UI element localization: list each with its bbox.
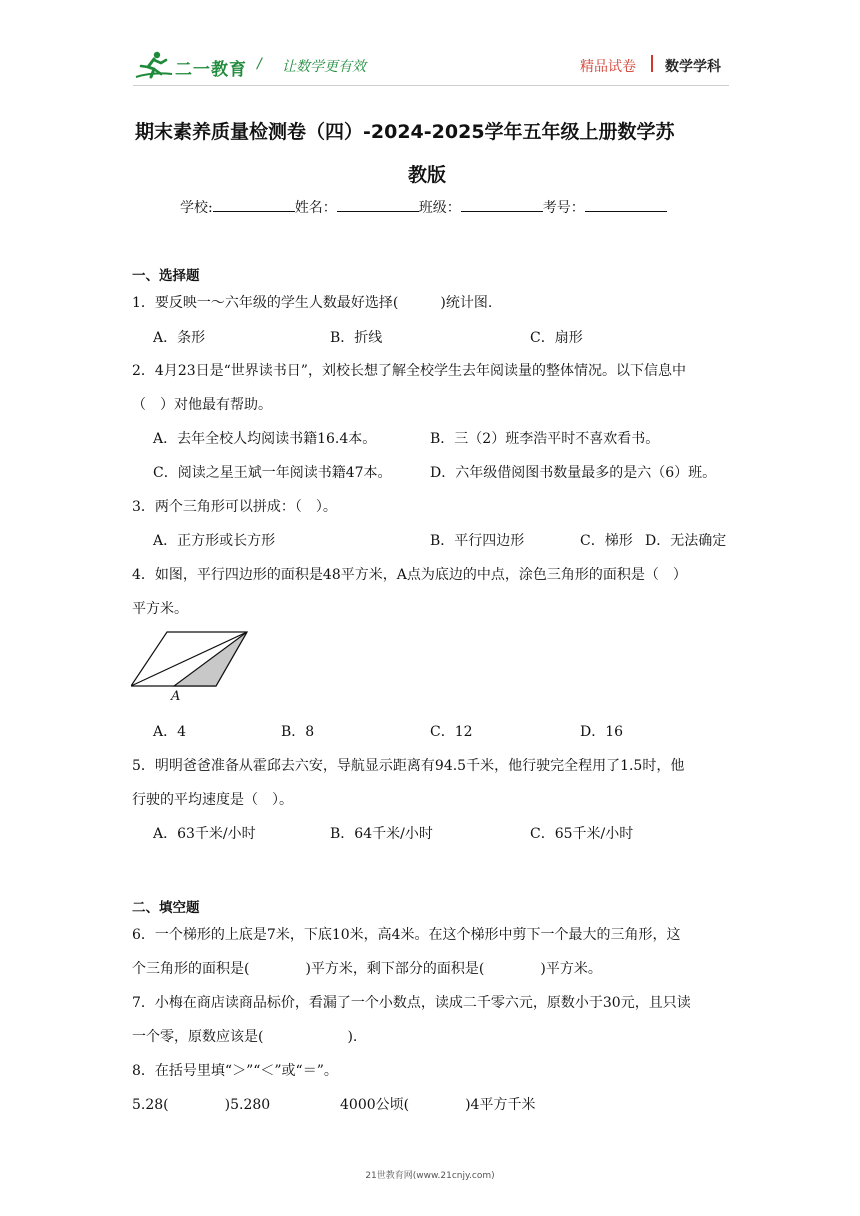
badge-premium: 精品试卷 bbox=[580, 59, 636, 75]
q3-option-a: A．正方形或长方形 bbox=[153, 533, 276, 549]
school-label: 学校: bbox=[180, 200, 213, 216]
question-4-line1: 4．如图，平行四边形的面积是48平方米，A点为底边的中点，涂色三角形的面积是（ ） bbox=[132, 567, 687, 583]
q2-option-a: A．去年全校人均阅读书籍16.4本。 bbox=[153, 431, 377, 447]
parallelogram-figure bbox=[131, 631, 253, 713]
number-blank bbox=[585, 197, 667, 212]
figure-label-a: A bbox=[171, 689, 181, 704]
q3-option-b: B．平行四边形 bbox=[430, 533, 525, 549]
question-6-line2: 个三角形的面积是( )平方米，剩下部分的面积是( )平方米。 bbox=[132, 961, 602, 977]
brand-name: 二一教育 bbox=[175, 60, 247, 80]
q1-option-b: B．折线 bbox=[330, 330, 383, 346]
badge-divider bbox=[651, 55, 653, 72]
q4-option-d: D．16 bbox=[580, 724, 624, 740]
q5-option-c: C．65千米/小时 bbox=[530, 826, 634, 842]
q4-option-a: A．4 bbox=[153, 724, 187, 740]
name-blank bbox=[337, 197, 419, 212]
question-2-line2: （ ）对他最有帮助。 bbox=[132, 397, 272, 413]
q2-option-d: D．六年级借阅图书数量最多的是六（6）班。 bbox=[430, 465, 717, 481]
q4-option-c: C．12 bbox=[430, 724, 473, 740]
number-label: 考号： bbox=[542, 200, 585, 216]
student-info-line bbox=[180, 197, 667, 217]
q5-option-a: A．63千米/小时 bbox=[153, 826, 256, 842]
class-label: 班级： bbox=[418, 200, 461, 216]
slogan: 让数学更有效 bbox=[282, 59, 366, 75]
q3-option-d: D．无法确定 bbox=[645, 533, 727, 549]
q8-compare-left: 5.28( )5.280 bbox=[132, 1097, 271, 1113]
q2-option-b: B．三（2）班李浩平时不喜欢看书。 bbox=[430, 431, 660, 447]
q2-option-c: C．阅读之星王斌一年阅读书籍47本。 bbox=[153, 465, 392, 481]
name-label: 姓名： bbox=[294, 200, 337, 216]
school-blank bbox=[213, 197, 295, 212]
question-5-line1: 5．明明爸爸准备从霍邱去六安，导航显示距离有94.5千米，他行驶完全程用了1.5时，他 bbox=[132, 758, 685, 774]
question-7-line1: 7．小梅在商店读商品标价，看漏了一个小数点，读成二千零六元，原数小于30元，且只读 bbox=[132, 995, 691, 1011]
question-2-line1: 2．4月23日是“世界读书日”，刘校长想了解全校学生去年阅读量的整体情况。以下信息中 bbox=[132, 363, 686, 379]
question-3: 3．两个三角形可以拼成：（ ）。 bbox=[132, 499, 337, 515]
badge-subject: 数学学科 bbox=[665, 59, 721, 75]
runner-logo-icon bbox=[134, 50, 174, 80]
header-divider bbox=[133, 85, 729, 86]
question-4-line2: 平方米。 bbox=[132, 601, 188, 617]
page-title-line2: 教版 bbox=[408, 164, 447, 186]
page-footer: 21世教育网(www.21cnjy.com) bbox=[365, 1171, 495, 1181]
q4-option-b: B．8 bbox=[281, 724, 315, 740]
question-7-line2: 一个零，原数应该是( ). bbox=[132, 1029, 358, 1045]
question-5-line2: 行驶的平均速度是（ ）。 bbox=[132, 792, 293, 808]
question-6-line1: 6．一个梯形的上底是7米，下底10米，高4米。在这个梯形中剪下一个最大的三角形，这 bbox=[132, 927, 681, 943]
section-title-fill: 二、填空题 bbox=[132, 900, 200, 916]
slogan-separator: / bbox=[257, 56, 262, 72]
section-title-choice: 一、选择题 bbox=[132, 268, 200, 284]
page-title-line1: 期末素养质量检测卷（四）-2024-2025学年五年级上册数学苏 bbox=[135, 121, 675, 143]
q1-option-a: A．条形 bbox=[153, 330, 206, 346]
q1-option-c: C．扇形 bbox=[530, 330, 583, 346]
q3-option-c: C．梯形 bbox=[580, 533, 633, 549]
question-1: 1．要反映一～六年级的学生人数最好选择( )统计图. bbox=[132, 295, 493, 311]
q5-option-b: B．64千米/小时 bbox=[330, 826, 433, 842]
question-8: 8．在括号里填“＞”“＜”或“＝”。 bbox=[132, 1063, 338, 1079]
q8-compare-right: 4000公顷( )4平方千米 bbox=[340, 1097, 536, 1113]
class-blank bbox=[461, 197, 543, 212]
